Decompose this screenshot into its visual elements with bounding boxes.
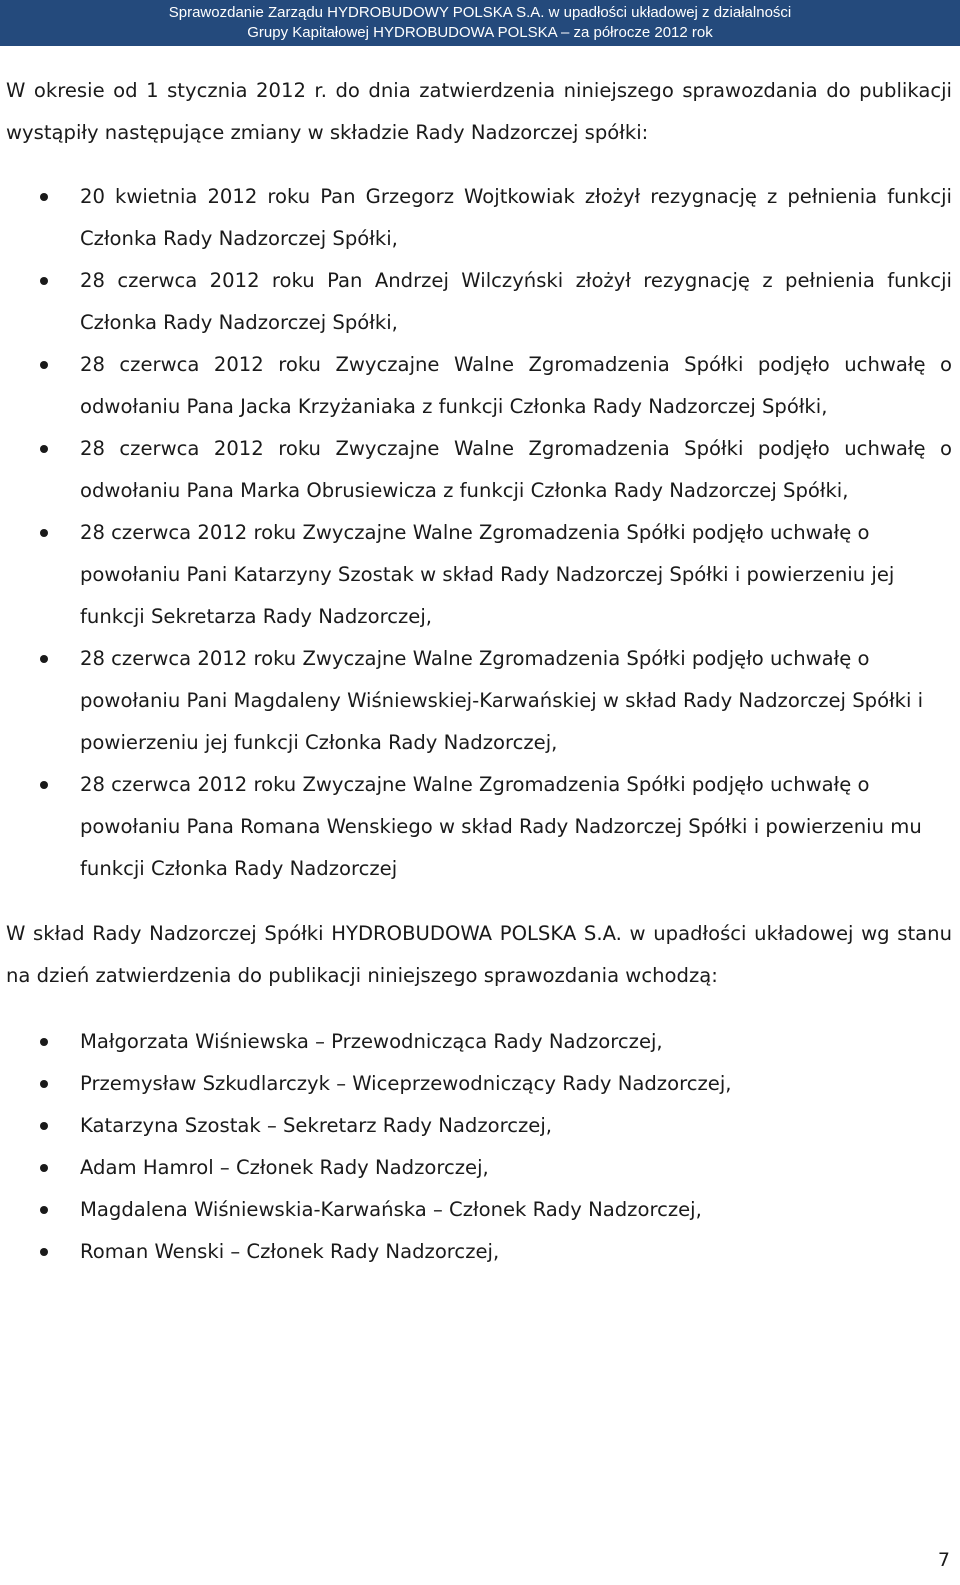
list-item: Roman Wenski – Członek Rady Nadzorczej, xyxy=(6,1231,952,1273)
list-item: 20 kwietnia 2012 roku Pan Grzegorz Wojtkowiak złożył rezygnację z pełnienia funkcji Członka Rady Nadzorczej Spółki, xyxy=(6,176,952,260)
list-item: Przemysław Szkudlarczyk – Wiceprzewodniczący Rady Nadzorczej, xyxy=(6,1063,952,1105)
bullet-icon xyxy=(40,655,48,663)
list-item: 28 czerwca 2012 roku Zwyczajne Walne Zgromadzenia Spółki podjęło uchwałę o powołaniu Pana Romana Wenskiego w skład Rady Nadzorczej Spółki i powierzeniu mu funkcji Członka Rady Nadzorczej xyxy=(6,764,952,890)
bullet-icon xyxy=(40,277,48,285)
list-item: Katarzyna Szostak – Sekretarz Rady Nadzorczej, xyxy=(6,1105,952,1147)
list-item: 28 czerwca 2012 roku Zwyczajne Walne Zgromadzenia Spółki podjęło uchwałę o powołaniu Pani Magdaleny Wiśniewskiej-Karwańskiej w skład Rady Nadzorczej Spółki i powierzeniu jej funkcji Członka Rady Nadzorczej, xyxy=(6,638,952,764)
board-changes-list xyxy=(6,176,952,890)
bullet-icon xyxy=(40,1038,48,1046)
page-header xyxy=(0,0,960,46)
list-item: 28 czerwca 2012 roku Pan Andrzej Wilczyński złożył rezygnację z pełnienia funkcji Członka Rady Nadzorczej Spółki, xyxy=(6,260,952,344)
board-members-list xyxy=(6,1021,952,1273)
list-item: 28 czerwca 2012 roku Zwyczajne Walne Zgromadzenia Spółki podjęło uchwałę o odwołaniu Pana Marka Obrusiewicza z funkcji Członka Rady Nadzorczej Spółki, xyxy=(6,428,952,512)
bullet-icon xyxy=(40,1206,48,1214)
bullet-icon xyxy=(40,781,48,789)
header-line-2: Grupy Kapitałowej HYDROBUDOWA POLSKA – za półrocze 2012 rok xyxy=(247,24,713,41)
header-line-1: Sprawozdanie Zarządu HYDROBUDOWY POLSKA S.A. w upadłości układowej z działalności xyxy=(168,4,792,21)
list-item: Małgorzata Wiśniewska – Przewodnicząca Rady Nadzorczej, xyxy=(6,1021,952,1063)
page-number: 7 xyxy=(937,1549,950,1571)
list-item: 28 czerwca 2012 roku Zwyczajne Walne Zgromadzenia Spółki podjęło uchwałę o powołaniu Pani Katarzyny Szostak w skład Rady Nadzorczej Spółki i powierzeniu jej funkcji Sekretarza Rady Nadzorczej, xyxy=(6,512,952,638)
bullet-icon xyxy=(40,193,48,201)
list-item: Magdalena Wiśniewskia-Karwańska – Członek Rady Nadzorczej, xyxy=(6,1189,952,1231)
list-item: Adam Hamrol – Członek Rady Nadzorczej, xyxy=(6,1147,952,1189)
document-body xyxy=(6,70,952,1273)
bullet-icon xyxy=(40,1248,48,1256)
bullet-icon xyxy=(40,1080,48,1088)
composition-paragraph: W skład Rady Nadzorczej Spółki HYDROBUDOWA POLSKA S.A. w upadłości układowej wg stanu na dzień zatwierdzenia do publikacji niniejszego sprawozdania wchodzą: xyxy=(6,922,952,987)
intro-paragraph: W okresie od 1 stycznia 2012 r. do dnia zatwierdzenia niniejszego sprawozdania do publikacji wystąpiły następujące zmiany w składzie Rady Nadzorczej spółki: xyxy=(6,79,952,144)
bullet-icon xyxy=(40,1164,48,1172)
bullet-icon xyxy=(40,361,48,369)
bullet-icon xyxy=(40,445,48,453)
bullet-icon xyxy=(40,529,48,537)
list-item: 28 czerwca 2012 roku Zwyczajne Walne Zgromadzenia Spółki podjęło uchwałę o odwołaniu Pana Jacka Krzyżaniaka z funkcji Członka Rady Nadzorczej Spółki, xyxy=(6,344,952,428)
bullet-icon xyxy=(40,1122,48,1130)
